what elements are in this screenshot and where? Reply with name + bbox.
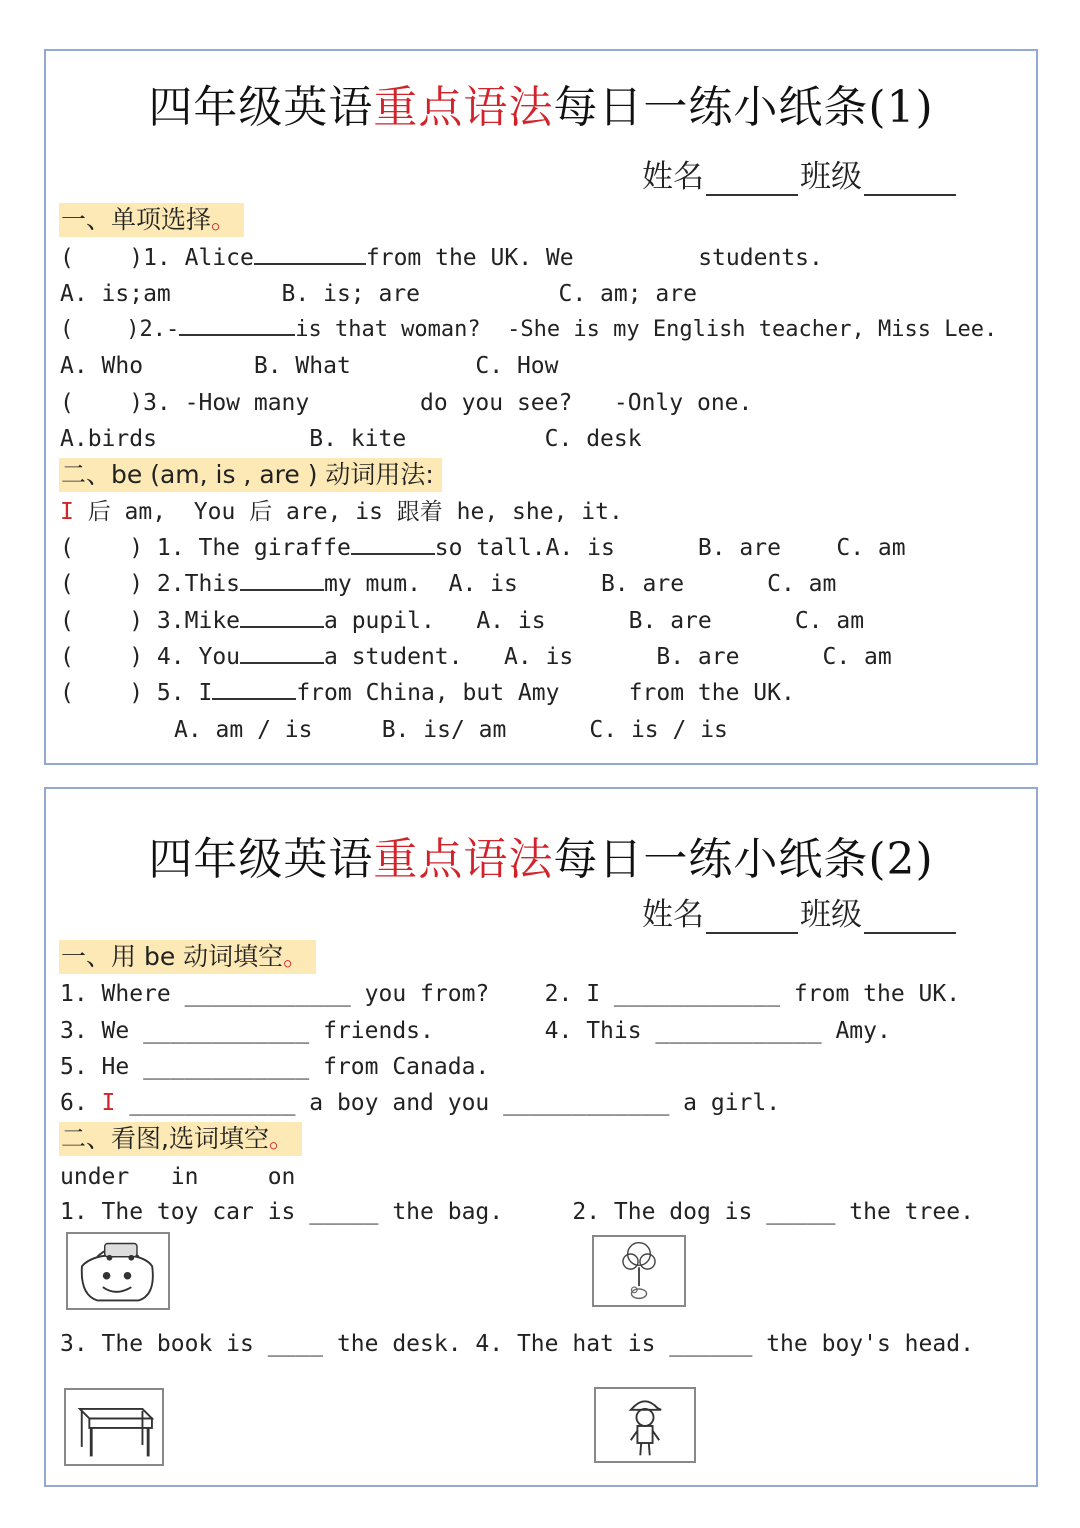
answer-blank[interactable] [240, 608, 324, 628]
question-3-options: A.birds B. kite C. desk [60, 426, 642, 452]
be-question-4: ( ) 4. You a student. A. is B. are C. am [60, 644, 892, 670]
fill-line-4: 6. I ____________ a boy and you ____________ a girl. [60, 1090, 781, 1116]
fill-line-3: 5. He ____________ from Canada. [60, 1054, 490, 1080]
be-question-5-options: A. am / is B. is/ am C. is / is [174, 717, 728, 743]
picture-question-line-2: 3. The book is ____ the desk. 4. The hat is ______ the boy's head. [60, 1331, 974, 1357]
be-question-3: ( ) 3.Mike a pupil. A. is B. are C. am [60, 608, 865, 634]
class-blank[interactable] [864, 168, 956, 196]
answer-blank[interactable] [351, 535, 435, 555]
bag-icon [68, 1234, 168, 1308]
answer-blank[interactable] [240, 571, 324, 591]
question-1: ( )1. Alice from the UK. We students. [60, 245, 823, 271]
desk-picture [64, 1388, 164, 1466]
name-class-line-1 [642, 151, 958, 196]
fill-line-2: 3. We ____________ friends. 4. This ____________ Amy. [60, 1018, 891, 1044]
section-heading: 二、be (am, is , are ) 动词用法: [59, 458, 442, 492]
name-label: 姓名 [642, 159, 704, 195]
be-question-5: ( ) 5. I from China, but Amy from the UK. [60, 680, 795, 706]
class-label: 班级 [800, 897, 862, 933]
name-label: 姓名 [642, 897, 704, 933]
tree-icon [594, 1237, 684, 1305]
be-question-2: ( ) 2.This my mum. A. is B. are C. am [60, 571, 837, 597]
section-heading: 二、看图,选词填空。 [59, 1122, 302, 1156]
answer-blank[interactable] [179, 316, 295, 336]
worksheet-title-2: 四年级英语重点语法每日一练小纸条(2) [148, 834, 934, 885]
be-question-1: ( ) 1. The giraffe so tall.A. is B. are C. am [60, 535, 906, 561]
grammar-rule: I 后 am, You 后 are, is 跟着 he, she, it. [60, 499, 623, 525]
answer-blank[interactable] [240, 644, 324, 664]
bag-picture [66, 1232, 170, 1310]
answer-blank[interactable] [212, 680, 296, 700]
boy-with-hat-icon [596, 1389, 694, 1461]
fill-line-1: 1. Where ____________ you from? 2. I ____________ from the UK. [60, 981, 961, 1007]
section-heading: 一、单项选择。 [59, 203, 244, 237]
desk-icon [66, 1390, 162, 1464]
tree-picture [592, 1235, 686, 1307]
question-1-options: A. is;am B. is; are C. am; are [60, 281, 697, 307]
question-3: ( )3. -How many do you see? -Only one. [60, 390, 753, 416]
worksheet-card-1 [44, 49, 1038, 765]
boy-picture [594, 1387, 696, 1463]
name-blank[interactable] [706, 906, 798, 934]
name-class-line-2 [642, 889, 958, 934]
section-heading: 一、用 be 动词填空。 [59, 940, 316, 974]
answer-blank[interactable] [254, 245, 366, 265]
worksheet-title-1: 四年级英语重点语法每日一练小纸条(1) [148, 82, 934, 133]
word-bank: under in on [60, 1164, 296, 1190]
worksheet-card-2 [44, 787, 1038, 1487]
class-blank[interactable] [864, 906, 956, 934]
picture-question-line-1: 1. The toy car is _____ the bag. 2. The dog is _____ the tree. [60, 1199, 974, 1225]
question-2: ( )2.- is that woman? -She is my English teacher, Miss Lee. [60, 317, 998, 342]
class-label: 班级 [800, 159, 862, 195]
question-2-options: A. Who B. What C. How [60, 353, 559, 379]
name-blank[interactable] [706, 168, 798, 196]
